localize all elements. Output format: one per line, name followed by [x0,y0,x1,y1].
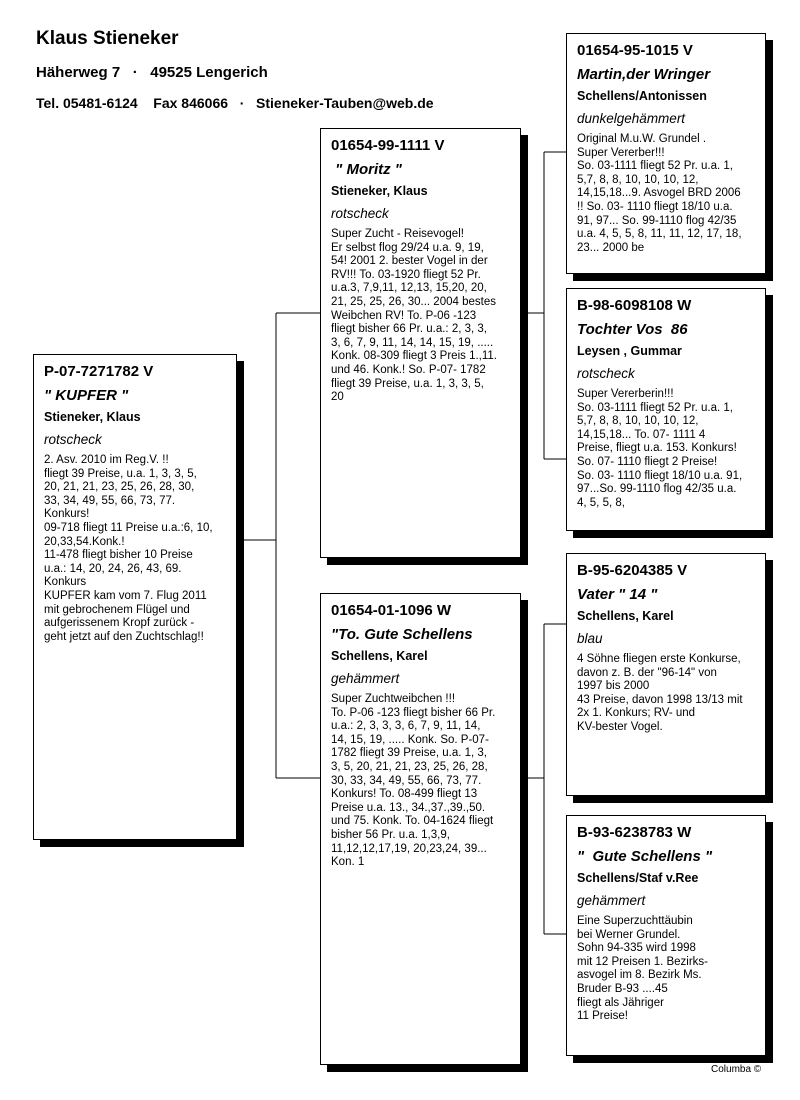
breeder: Stieneker, Klaus [331,184,428,198]
pigeon-name: " Moritz " [331,161,402,178]
ring-number: B-98-6098108 W [577,297,692,314]
ring-number: 01654-01-1096 W [331,602,452,619]
card-dam-sire [566,553,766,796]
ring-number: B-93-6238783 W [577,824,692,841]
separator-dot: · [132,64,138,81]
pigeon-name: Martin,der Wringer [577,66,711,83]
owner-name: Klaus Stieneker [36,28,179,49]
owner-email: Stieneker-Tauben@web.de [256,95,434,111]
plumage-color: rotscheck [577,366,635,381]
owner-fax: Fax 846066 [153,95,229,111]
owner-street: Häherweg 7 [36,64,121,81]
software-credit: Columba © [711,1064,762,1075]
performance-notes: 4 Söhne fliegen erste Konkurse, davon z. B. der "96-14" von 1997 bis 2000 43 Preise, davon 1998 13/13 mit 2x 1. Konkurs; RV- und KV-bester Vogel. [577,653,743,733]
pigeon-name: " Gute Schellens " [577,848,713,865]
card-dam [320,593,521,1065]
card-sire-sire [566,33,766,274]
plumage-color: rotscheck [44,432,102,447]
performance-notes: 2. Asv. 2010 im Reg.V. !! fliegt 39 Preise, u.a. 1, 3, 3, 5, 20, 21, 21, 23, 25, 26, 28, 30, 33, 34, 49, 55, 66, 73, 77. Konkurs! 09-718 fliegt 11 Preise u.a.:6, 10, 20,33,54.Konk.! 11-478 fliegt bisher 10 Preise u.a.: 14, 20, 24, 26, 43, 69. Konkurs KUPFER kam vom 7. Flug 2011 mit gebrochenem Flügel und aufgerissenem Kropf zurück - geht jetzt auf den Zuchtschlag!! [44,454,213,643]
separator-dot: · [239,95,245,111]
owner-tel: Tel. 05481-6124 [36,95,138,111]
ring-number: B-95-6204385 V [577,562,688,579]
breeder: Schellens, Karel [331,649,428,663]
performance-notes: Original M.u.W. Grundel . Super Vererber!!! So. 03-1111 fliegt 52 Pr. u.a. 1, 5,7, 8, 8, 10, 10, 10, 12, 14,15,18...9. Asvogel BRD 2006 !! So. 03- 1110 fliegt 18/10 u.a. 91, 97... So. 99-1110 flog 42/35 u.a. 4, 5, 5, 8, 11, 11, 12, 17, 18, 23... 2000 be [577,133,742,254]
pigeon-name: "To. Gute Schellens [331,626,473,643]
plumage-color: blau [577,631,603,646]
ring-number: P-07-7271782 V [44,363,154,380]
plumage-color: gehämmert [331,671,400,686]
performance-notes: Super Vererberin!!! So. 03-1111 fliegt 52 Pr. u.a. 1, 5,7, 8, 8, 10, 10, 10, 12, 14,15,18... To. 07- 1111 4 Preise, fliegt u.a. 153. Konkurs! So. 07- 1110 fliegt 2 Preise! So. 03- 1110 fliegt 18/10 u.a. 91, 97...So. 99-1110 flog 42/35 u.a. 4, 5, 5, 8, [577,388,743,509]
card-sire [320,128,521,558]
plumage-color: gehämmert [577,893,646,908]
owner-city: 49525 Lengerich [150,64,268,81]
pigeon-name: Tochter Vos 86 [577,321,688,338]
plumage-color: rotscheck [331,206,389,221]
breeder: Schellens, Karel [577,609,674,623]
pigeon-name: " KUPFER " [44,387,129,404]
card-subject [33,354,237,840]
performance-notes: Super Zucht - Reisevogel! Er selbst flog 29/24 u.a. 9, 19, 54! 2001 2. bester Vogel in der RV!!! To. 03-1920 fliegt 52 Pr. u.a.3, 7,9,11, 12,13, 15,20, 20, 21, 25, 25, 26, 30... 2004 bestes Weibchen RV! To. P-06 -123 fliegt bisher 66 Pr. u.a.: 2, 3, 3, 3, 6, 7, 9, 11, 14, 14, 15, 19, ..... Konk. 08-309 fliegt 3 Preis 1.,11. und 46. Konk.! So. P-07- 1782 fliegt 39 Preise, u.a. 1, 3, 3, 5, 20 [331,228,497,404]
breeder: Schellens/Antonissen [577,89,707,103]
plumage-color: dunkelgehämmert [577,111,686,126]
performance-notes: Super Zuchtweibchen !!! To. P-06 -123 fliegt bisher 66 Pr. u.a.: 2, 3, 3, 3, 6, 7, 9, 11, 14, 14, 15, 19, ..... Konk. So. P-07- 1782 fliegt 39 Preise, u.a. 1, 3, 3, 5, 20, 21, 21, 23, 25, 26, 28, 30, 33, 34, 49, 55, 66, 73, 77. Konkurs! To. 08-499 fliegt 13 Preise u.a. 13., 34.,37.,39.,50. und 75. Konk. To. 04-1624 fliegt bisher 56 Pr. u.a. 1,3,9, 11,12,12,17,19, 20,23,24, 39... Kon. 1 [331,693,496,869]
breeder: Leysen , Gummar [577,344,682,358]
ring-number: 01654-95-1015 V [577,42,693,59]
performance-notes: Eine Superzuchttäubin bei Werner Grundel. Sohn 94-335 wird 1998 mit 12 Preisen 1. Bezirks- asvogel im 8. Bezirk Ms. Bruder B-93 ....45 fliegt als Jähriger 11 Preise! [577,915,709,1023]
card-sire-dam [566,288,766,531]
card-dam-dam [566,815,766,1056]
breeder: Schellens/Staf v.Ree [577,871,699,885]
pigeon-name: Vater " 14 " [577,586,658,603]
breeder: Stieneker, Klaus [44,410,141,424]
ring-number: 01654-99-1111 V [331,137,445,154]
